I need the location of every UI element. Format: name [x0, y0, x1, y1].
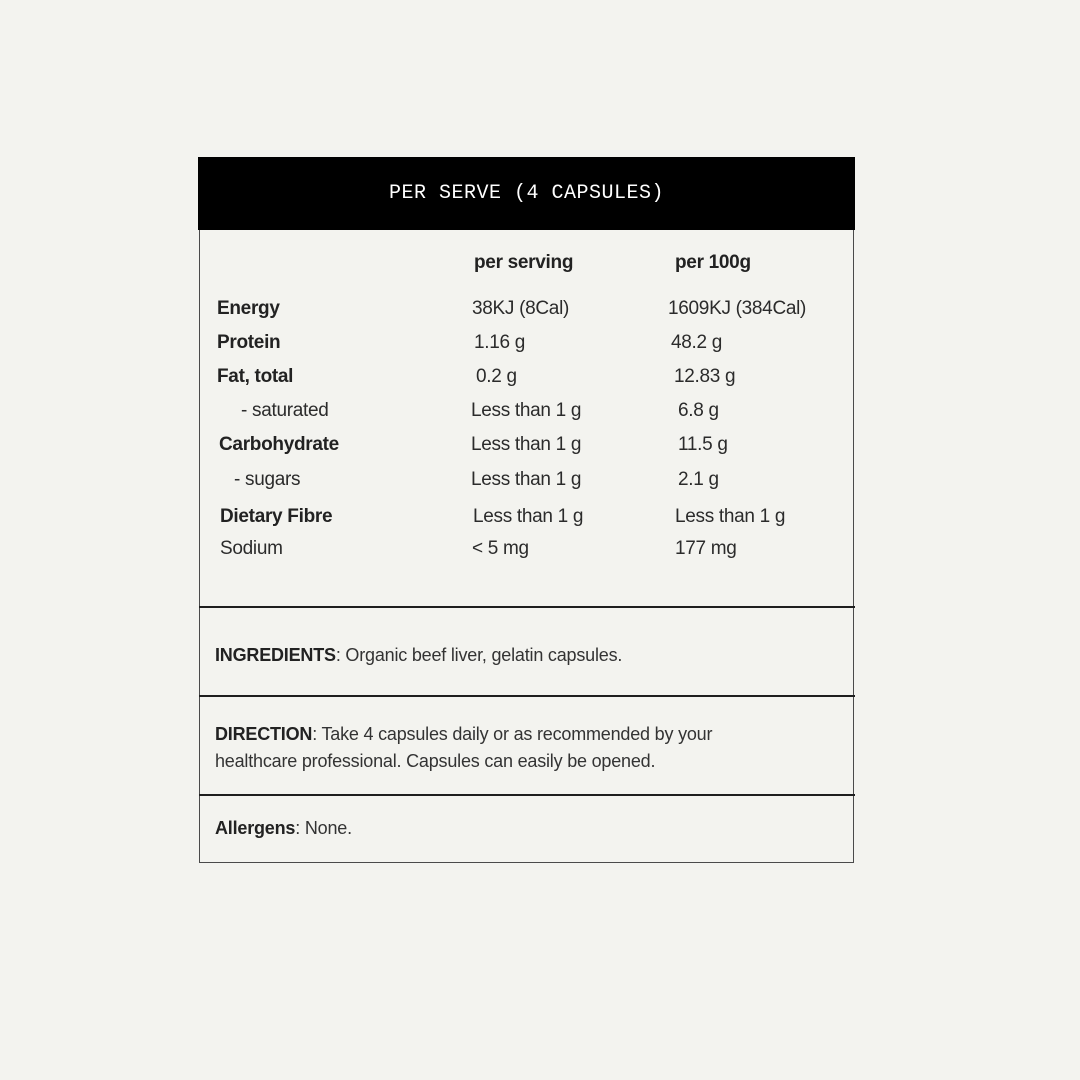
direction-text: : Take 4 capsules daily or as recommended by your healthcare professional. Capsules can easily be opened. — [215, 724, 713, 771]
row-label-dietary-fibre: Dietary Fibre — [220, 506, 333, 527]
row-fat-per-100g: 12.83 g — [674, 366, 736, 387]
row-fibre-per-serving: Less than 1 g — [473, 506, 584, 527]
row-fibre-per-100g: Less than 1 g — [675, 506, 786, 527]
ingredients-label: INGREDIENTS — [215, 645, 336, 665]
row-carbohydrate-per-100g: 11.5 g — [678, 434, 728, 455]
row-saturated-per-serving: Less than 1 g — [471, 400, 582, 421]
column-header-per-100g: per 100g — [675, 252, 751, 273]
row-protein-per-serving: 1.16 g — [474, 332, 526, 353]
ingredients-text: : Organic beef liver, gelatin capsules. — [335, 645, 623, 665]
row-sugars-per-serving: Less than 1 g — [471, 469, 582, 490]
direction-section — [215, 721, 775, 775]
row-energy-per-100g: 1609KJ (384Cal) — [668, 298, 807, 319]
panel-header — [198, 157, 855, 230]
row-sugars-per-100g: 2.1 g — [678, 469, 719, 490]
row-fat-per-serving: 0.2 g — [476, 366, 517, 387]
row-sodium-per-100g: 177 mg — [675, 538, 737, 559]
row-label-carbohydrate: Carbohydrate — [219, 434, 339, 455]
row-energy-per-serving: 38KJ (8Cal) — [472, 298, 570, 319]
divider — [199, 794, 855, 796]
row-label-sodium: Sodium — [220, 538, 283, 559]
allergens-text: : None. — [295, 818, 352, 838]
row-label-sugars: - sugars — [234, 469, 301, 490]
allergens-label: Allergens — [215, 818, 296, 838]
row-saturated-per-100g: 6.8 g — [678, 400, 719, 421]
row-label-protein: Protein — [217, 332, 281, 353]
header-title: PER SERVE (4 CAPSULES) — [388, 182, 665, 205]
column-header-per-serving: per serving — [474, 252, 574, 273]
row-sodium-per-serving: < 5 mg — [472, 538, 529, 559]
divider — [199, 606, 855, 608]
row-protein-per-100g: 48.2 g — [671, 332, 723, 353]
row-carbohydrate-per-serving: Less than 1 g — [471, 434, 582, 455]
divider — [199, 695, 855, 697]
row-label-saturated: - saturated — [241, 400, 329, 421]
ingredients-section — [215, 642, 835, 669]
direction-label: DIRECTION — [215, 724, 313, 744]
row-label-energy: Energy — [217, 298, 280, 319]
row-label-fat-total: Fat, total — [217, 366, 294, 387]
allergens-section — [215, 815, 835, 842]
